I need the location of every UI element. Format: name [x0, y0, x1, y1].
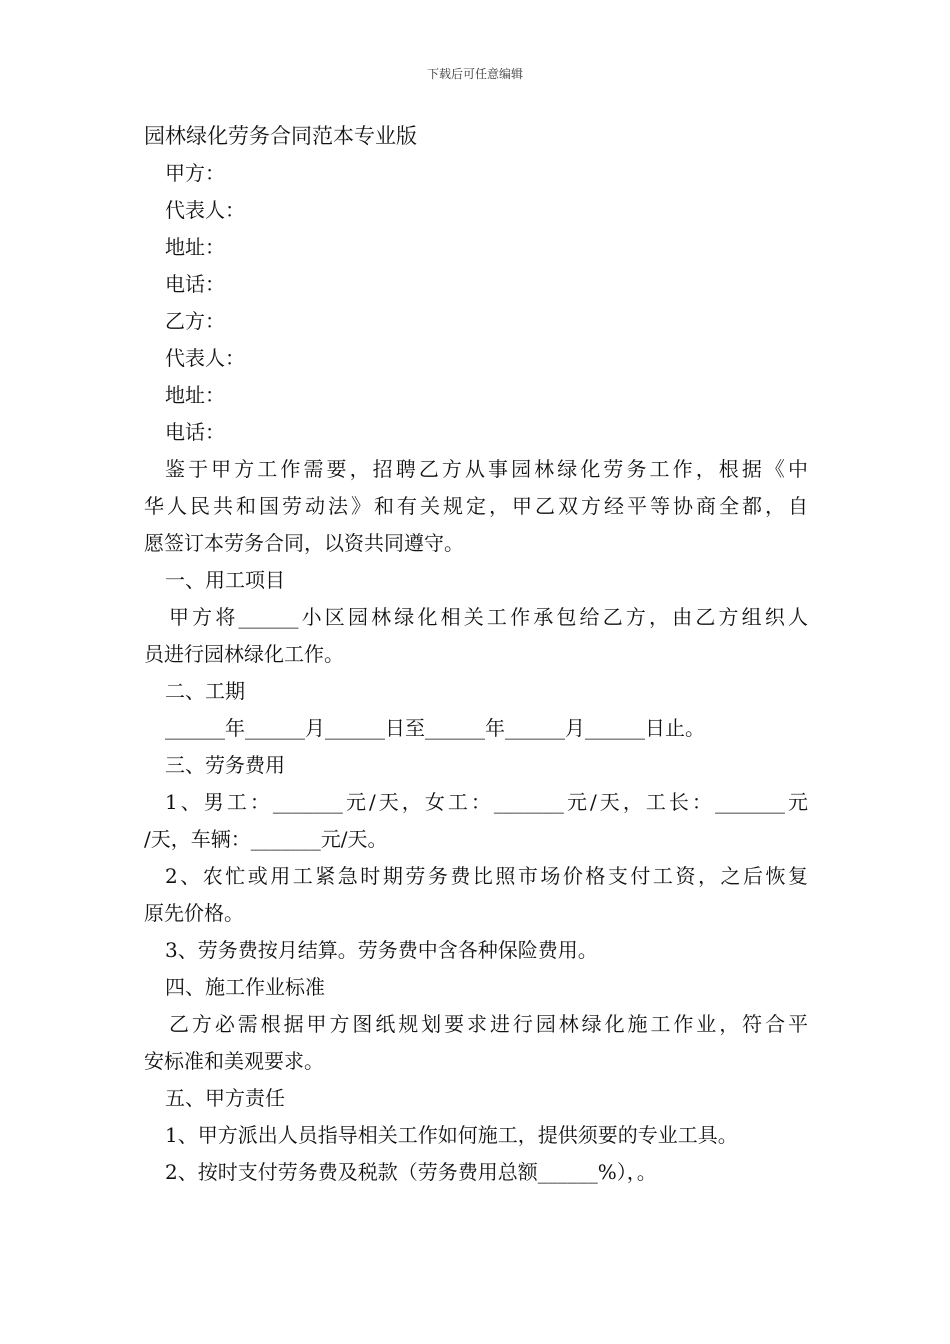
party-b-address: 地址：	[165, 383, 225, 407]
header-note: 下载后可任意编辑	[426, 67, 523, 81]
section-4-line-2: 安标准和美观要求。	[144, 1049, 324, 1073]
party-a-label: 甲方：	[165, 161, 225, 185]
section-1-heading: 一、用工项目	[165, 568, 285, 592]
section-5-heading: 五、甲方责任	[165, 1086, 285, 1110]
party-a-address: 地址：	[165, 235, 225, 259]
section-3-heading: 三、劳务费用	[165, 753, 285, 777]
section-2-line: ______年______月______日至______年______月______日止。	[165, 716, 705, 740]
section-3-item-2-line-1: 2、农忙或用工紧急时期劳务费比照市场价格支付工资，之后恢复	[165, 864, 808, 888]
section-3-item-3: 3、劳务费按月结算。劳务费中含各种保险费用。	[165, 938, 598, 962]
section-1-line-1: 甲方将______小区园林绿化相关工作承包给乙方，由乙方组织人	[169, 605, 808, 629]
section-3-item-1-line-2: /天，车辆：_______元/天。	[144, 827, 388, 851]
preamble-line-3: 愿签订本劳务合同，以资共同遵守。	[144, 531, 464, 555]
section-3-item-2-line-2: 原先价格。	[144, 901, 244, 925]
section-5-item-2: 2、按时支付劳务费及税款（劳务费用总额______%），。	[165, 1160, 657, 1184]
section-2-heading: 二、工期	[165, 679, 245, 703]
preamble-line-2: 华人民共和国劳动法》和有关规定，甲乙双方经平等协商全都，自	[144, 494, 808, 518]
party-a-phone: 电话：	[165, 272, 225, 296]
section-4-heading: 四、施工作业标准	[165, 975, 325, 999]
section-4-line-1: 乙方必需根据甲方图纸规划要求进行园林绿化施工作业，符合平	[169, 1012, 808, 1036]
section-5-item-1: 1、甲方派出人员指导相关工作如何施工，提供须要的专业工具。	[165, 1123, 738, 1147]
section-3-item-1-line-1: 1、男工：_______元/天，女工：_______元/天，工长：_______元	[165, 790, 808, 814]
contract-body	[144, 118, 808, 1191]
party-b-phone: 电话：	[165, 420, 225, 444]
party-b-label: 乙方：	[165, 309, 225, 333]
preamble-line-1: 鉴于甲方工作需要，招聘乙方从事园林绿化劳务工作，根据《中	[165, 457, 808, 481]
document-title: 园林绿化劳务合同范本专业版	[144, 124, 417, 148]
party-b-representative: 代表人：	[165, 346, 245, 370]
party-a-representative: 代表人：	[165, 198, 245, 222]
section-1-line-2: 员进行园林绿化工作。	[144, 642, 344, 666]
